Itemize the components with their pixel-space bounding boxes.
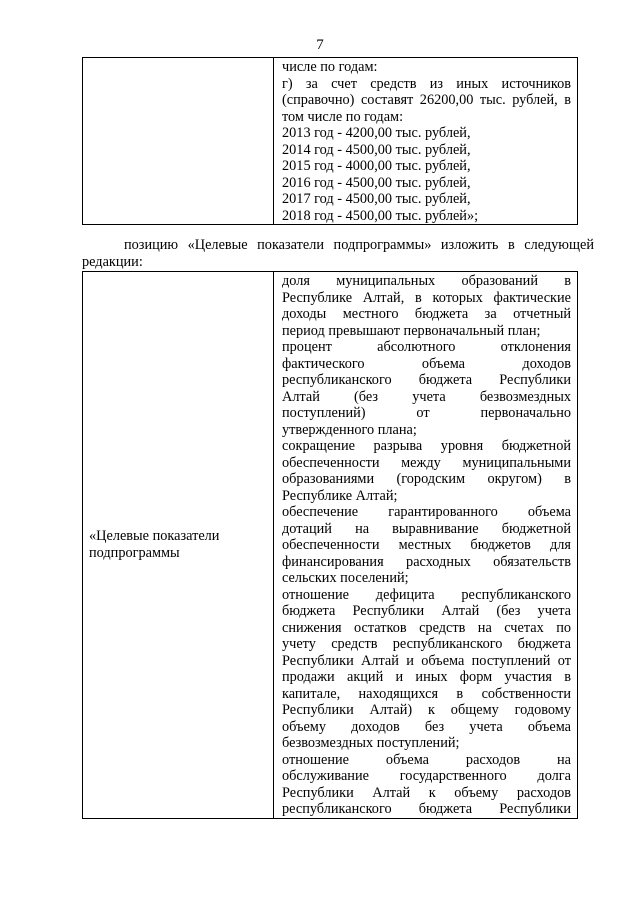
text-line: Республики Алтай) к общему годовому [282, 702, 571, 718]
text-line: отношение объема расходов на [282, 751, 571, 768]
text-line: позицию «Целевые показатели подпрограммы» изложить в следующей [124, 237, 594, 253]
text-line: процент абсолютного отклонения [282, 339, 571, 355]
text-line: доходы местного бюджета за отчетный [282, 306, 571, 322]
text-line: 2014 год - 4500,00 тыс. рублей, [282, 141, 471, 158]
text-line: (справочно) составят 26200,00 тыс. рублей, в [282, 92, 571, 108]
text-line: образованиями (городским округом) в [282, 471, 571, 487]
text-line: 2013 год - 4200,00 тыс. рублей, [282, 125, 471, 141]
text-line: капитале, находящихся в собственности [282, 685, 571, 702]
text-line: доля муниципальных образований в [282, 273, 571, 289]
table-cell-left [83, 58, 274, 225]
text-line: Республике Алтай; [282, 487, 398, 504]
instruction-paragraph [82, 237, 594, 270]
text-line: продажи акций и иных форм участия в [282, 669, 571, 685]
text-line: 2015 год - 4000,00 тыс. рублей, [282, 158, 471, 174]
text-line: объему доходов без учета объема [282, 718, 571, 735]
targets-table [82, 271, 578, 819]
text-line: учету средств республиканского бюджета [282, 636, 571, 652]
text-line: Алтай (без учета безвозмездных [282, 388, 571, 405]
text-line: том числе по годам: [282, 108, 404, 125]
text-line: финансирования расходных обязательств [282, 553, 571, 570]
text-line: отношение дефицита республиканского [282, 586, 571, 603]
text-line: 2018 год - 4500,00 тыс. рублей»; [282, 207, 479, 224]
text-line: редакции: [82, 253, 143, 270]
text-line: обеспечение гарантированного объема [282, 504, 571, 520]
text-line: обеспеченности местных бюджетов для [282, 537, 571, 553]
text-line: г) за счет средств из иных источников [282, 75, 571, 92]
text-line: дотаций на выравнивание бюджетной [282, 520, 571, 537]
text-line: обеспеченности между муниципальными [282, 454, 571, 471]
text-line: Республики Алтай к объему расходов [282, 784, 571, 801]
text-line: сельских поселений; [282, 570, 409, 586]
text-line: сокращение разрыва уровня бюджетной [282, 438, 571, 454]
text-line: снижения остатков средств на счетах по [282, 619, 571, 636]
text-line: обслуживание государственного долга [282, 768, 571, 784]
text-line: республиканского бюджета Республики [282, 372, 571, 388]
page-number: 7 [316, 37, 324, 53]
text-line: поступлений) от первоначально [282, 405, 571, 421]
table-cell-right [274, 58, 578, 225]
text-line: числе по годам: [282, 59, 378, 75]
text-line: безвозмездных поступлений; [282, 735, 460, 751]
table-continuation [82, 57, 578, 225]
text-line: 2016 год - 4500,00 тыс. рублей, [282, 174, 471, 191]
text-line: Республике Алтай, в которых фактические [282, 289, 571, 306]
table-cell-right [274, 272, 578, 819]
text-line: бюджета Республики Алтай (без учета [282, 603, 571, 619]
text-line: утвержденного плана; [282, 421, 417, 438]
table-cell-left [83, 272, 274, 819]
text-line: 2017 год - 4500,00 тыс. рублей, [282, 191, 471, 207]
text-line: фактического объема доходов [282, 355, 571, 372]
text-line: Республики Алтай и объема поступлений от [282, 652, 571, 669]
position-title-line: «Целевые показатели [89, 528, 220, 545]
text-line: период превышают первоначальный план; [282, 322, 541, 339]
text-line: республиканского бюджета Республики [282, 801, 571, 817]
position-title-line: подпрограммы [89, 544, 180, 561]
